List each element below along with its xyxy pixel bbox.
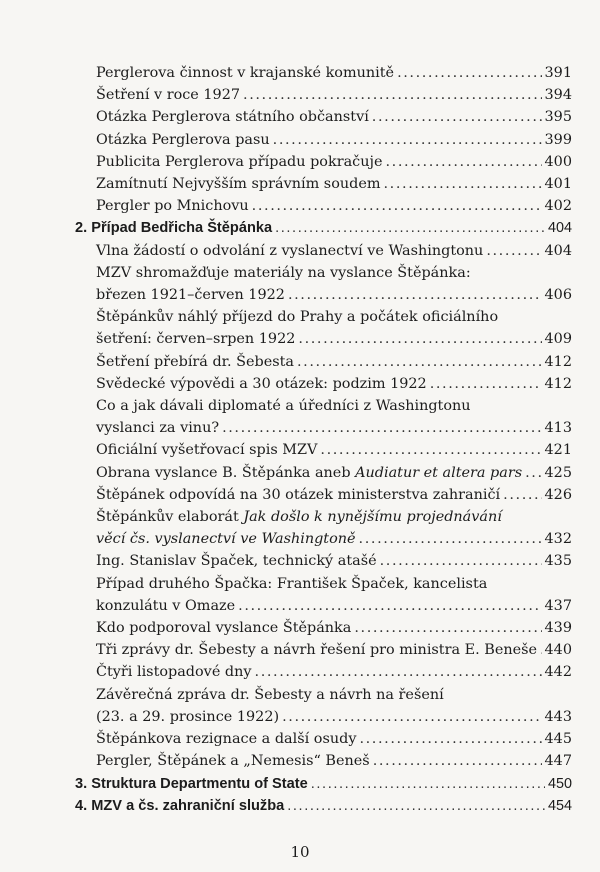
toc-entry-title-text: Šetření přebírá dr. Šebesta — [96, 353, 294, 370]
toc-entry-title-text: Otázka Perglerova pasu — [96, 131, 270, 148]
dot-leader — [288, 284, 542, 306]
toc-entry-line — [96, 639, 572, 661]
toc-entry-title-text: (23. a 29. prosince 1922) — [96, 708, 280, 725]
toc-entry-title-text: Štěpánkova rezignace a další osudy — [96, 731, 357, 748]
toc-entry-title — [96, 106, 369, 128]
toc-entry-page: 400 — [544, 153, 572, 170]
toc-entry-page: 442 — [544, 664, 572, 681]
toc-entry-title-text: Oficiální vyšetřovací spis MZV — [96, 442, 318, 459]
toc-entry-line — [96, 106, 572, 128]
toc-entry-line — [96, 129, 572, 151]
toc-entry-title-text: březen 1921–červen 1922 — [96, 287, 285, 304]
toc-entry — [72, 306, 572, 350]
toc-entry-title — [96, 129, 270, 151]
table-of-contents — [72, 62, 572, 817]
dot-leader — [359, 728, 541, 750]
dot-leader — [222, 417, 541, 439]
toc-entry-lead-text: Případ druhého Špačka: František Špaček, kancelista — [96, 575, 488, 592]
toc-entry-title — [96, 484, 500, 506]
toc-entry-page: 404 — [547, 220, 572, 237]
toc-entry-title-text: Pergler, Štěpánek a „Nemesis“ Beneš — [96, 753, 370, 770]
toc-entry-line — [96, 484, 572, 506]
dot-leader — [298, 328, 541, 350]
toc-entry — [72, 240, 572, 262]
toc-entry-title — [96, 595, 235, 617]
toc-entry-title-text: konzulátu v Omaze — [96, 597, 236, 614]
toc-entry — [72, 573, 572, 617]
toc-entry-page: 439 — [544, 620, 572, 637]
toc-entry-title — [75, 773, 308, 795]
toc-entry — [72, 506, 572, 550]
toc-entry-title-lead — [96, 506, 572, 528]
toc-entry-title — [96, 373, 427, 395]
toc-entry-title — [96, 151, 382, 173]
toc-entry-page: 391 — [544, 65, 572, 81]
toc-entry-page: 412 — [544, 353, 572, 370]
toc-entry-page: 394 — [544, 87, 572, 104]
toc-entry-page: 395 — [544, 109, 572, 126]
toc-entry-title-text: 2. Případ Bedřicha Štěpánka — [75, 220, 273, 237]
toc-entry-lead-text: Štěpánkův elaborát — [96, 509, 244, 526]
toc-entry-page: 399 — [544, 131, 572, 148]
dot-leader — [525, 462, 541, 484]
toc-entry-line — [96, 151, 572, 173]
toc-entry-title-text: Štěpánek odpovídá na 30 otázek ministerstva zahraničí — [96, 486, 501, 503]
toc-entry — [72, 395, 572, 439]
toc-entry-title-text: Svědecké výpovědi a 30 otázek: podzim 1922 — [96, 375, 427, 392]
toc-entry-title-lead — [96, 395, 572, 417]
toc-entry — [72, 129, 572, 151]
toc-entry-page: 447 — [544, 753, 572, 770]
toc-entry-line — [96, 240, 572, 262]
toc-entry-line — [96, 195, 572, 217]
toc-chapter — [72, 217, 572, 239]
toc-entry-title — [96, 240, 483, 262]
dot-leader — [275, 217, 545, 239]
page-number: 10 — [290, 843, 310, 861]
toc-entry-line — [96, 439, 572, 461]
toc-entry-line — [96, 373, 572, 395]
toc-entry — [72, 639, 572, 661]
toc-entry-title-text: 3. Struktura Departmentu of State — [75, 775, 308, 792]
toc-entry-line — [96, 62, 572, 84]
toc-entry-line — [96, 661, 572, 683]
toc-entry — [72, 550, 572, 572]
dot-leader — [311, 773, 545, 795]
toc-entry — [72, 684, 572, 728]
toc-entry-title — [96, 750, 370, 772]
toc-entry — [72, 750, 572, 772]
toc-entry-lead-text: Co a jak dávali diplomaté a úředníci z Washingtonu — [96, 398, 471, 415]
toc-entry-page: 425 — [544, 464, 572, 481]
toc-entry-title-italic: věcí čs. vyslanectví ve Washingtoně — [96, 531, 356, 548]
toc-entry-title — [96, 706, 279, 728]
toc-entry-title — [96, 728, 356, 750]
toc-entry-line — [96, 284, 572, 306]
dot-leader — [354, 617, 541, 639]
toc-entry-title-text: 4. MZV a čs. zahraniční služba — [75, 797, 285, 814]
dot-leader — [397, 62, 541, 84]
toc-entry-title-text: Tři zprávy dr. Šebesty a návrh řešení pro ministra E. Beneše — [96, 642, 538, 659]
toc-entry-title — [96, 639, 537, 661]
dot-leader — [320, 439, 541, 461]
dot-leader — [252, 195, 542, 217]
dot-leader — [380, 550, 542, 572]
toc-entry — [72, 62, 572, 84]
toc-entry-line — [96, 617, 572, 639]
toc-entry-line — [96, 750, 572, 772]
toc-entry — [72, 106, 572, 128]
toc-entry-line — [75, 795, 572, 817]
toc-entry-title-lead — [96, 573, 572, 595]
dot-leader — [282, 706, 541, 728]
toc-entry — [72, 173, 572, 195]
toc-entry-line — [75, 217, 572, 239]
toc-entry-title-lead — [96, 262, 572, 284]
toc-entry — [72, 151, 572, 173]
toc-entry-line — [96, 417, 572, 439]
toc-entry-title — [96, 284, 285, 306]
toc-entry — [72, 262, 572, 306]
toc-entry-title — [96, 84, 240, 106]
toc-entry-page: 426 — [544, 486, 572, 503]
toc-entry-lead-italic: Jak došlo k nynějšímu projednávání — [243, 509, 502, 526]
toc-entry-page: 412 — [544, 375, 572, 392]
toc-entry-page: 401 — [544, 176, 572, 193]
toc-entry-title — [96, 617, 351, 639]
toc-entry-title — [96, 528, 356, 550]
toc-entry-title-italic: Audiatur et altera pars — [355, 464, 523, 481]
toc-entry-line — [75, 773, 572, 795]
toc-entry-page: 413 — [544, 420, 572, 437]
toc-entry-title-text: Otázka Perglerova státního občanství — [96, 109, 369, 126]
toc-entry-title-text: Kdo podporoval vyslance Štěpánka — [96, 620, 352, 637]
toc-entry-title — [96, 439, 317, 461]
toc-entry-line — [96, 528, 572, 550]
toc-entry-title-text: Čtyři listopadové dny — [96, 664, 252, 681]
toc-entry — [72, 439, 572, 461]
toc-entry-title — [75, 795, 284, 817]
toc-entry-title-lead — [96, 306, 572, 328]
toc-entry-title-text: vyslanci za vinu? — [96, 420, 220, 437]
dot-leader — [372, 106, 542, 128]
toc-entry-page: 402 — [544, 198, 572, 215]
dot-leader — [238, 595, 541, 617]
toc-entry-title — [96, 661, 252, 683]
toc-entry — [72, 728, 572, 750]
toc-entry-page: 421 — [544, 442, 572, 459]
toc-entry-line — [96, 706, 572, 728]
dot-leader — [273, 129, 542, 151]
dot-leader — [540, 639, 541, 661]
toc-entry-title — [96, 550, 377, 572]
dot-leader — [287, 795, 545, 817]
dot-leader — [255, 661, 542, 683]
toc-entry-line — [96, 728, 572, 750]
toc-entry — [72, 617, 572, 639]
toc-entry — [72, 484, 572, 506]
toc-entry-title-text: Vlna žádostí o odvolání z vyslanectví ve Washingtonu — [96, 242, 484, 259]
toc-entry-page: 454 — [547, 797, 572, 814]
toc-chapter — [72, 795, 572, 817]
toc-chapter — [72, 773, 572, 795]
toc-entry — [72, 84, 572, 106]
toc-entry — [72, 462, 572, 484]
toc-entry-title-text: Ing. Stanislav Špaček, technický atašé — [96, 553, 377, 570]
toc-entry-title — [96, 462, 522, 484]
toc-entry-page: 435 — [544, 553, 572, 570]
toc-entry-line — [96, 550, 572, 572]
toc-entry-line — [96, 595, 572, 617]
toc-entry-title — [96, 417, 219, 439]
toc-entry — [72, 661, 572, 683]
toc-entry — [72, 373, 572, 395]
toc-entry-page: 440 — [544, 642, 572, 659]
toc-entry-page: 404 — [544, 242, 572, 259]
toc-entry-title-text: Zamítnutí Nejvyšším správním soudem — [96, 176, 381, 193]
toc-entry-page: 443 — [544, 708, 572, 725]
dot-leader — [486, 240, 541, 262]
toc-entry-title-text: Pergler po Mnichovu — [96, 198, 249, 215]
dot-leader — [430, 373, 542, 395]
toc-entry-line — [96, 328, 572, 350]
toc-entry-page: 450 — [547, 775, 572, 792]
toc-entry-title — [96, 62, 394, 84]
dot-leader — [297, 351, 542, 373]
dot-leader — [503, 484, 541, 506]
dot-leader — [243, 84, 542, 106]
toc-entry-line — [96, 173, 572, 195]
dot-leader — [359, 528, 542, 550]
toc-entry-title — [96, 351, 294, 373]
toc-entry-page: 445 — [544, 731, 572, 748]
toc-entry-title — [96, 328, 295, 350]
toc-entry-title-lead — [96, 684, 572, 706]
toc-entry-line — [96, 84, 572, 106]
toc-entry-lead-text: Štěpánkův náhlý příjezd do Prahy a počátek oficiálního — [96, 309, 499, 326]
dot-leader — [373, 750, 542, 772]
toc-entry-lead-text: MZV shromažďuje materiály na vyslance Štěpánka: — [96, 264, 471, 281]
toc-entry-page: 432 — [544, 531, 572, 548]
toc-entry-title-text: Publicita Perglerova případu pokračuje — [96, 153, 383, 170]
toc-entry-title-text: Obrana vyslance B. Štěpánka aneb — [96, 464, 356, 481]
toc-entry — [72, 195, 572, 217]
toc-entry-page: 406 — [544, 287, 572, 304]
toc-entry-line — [96, 462, 572, 484]
toc-entry-title — [75, 217, 272, 239]
toc-entry-line — [96, 351, 572, 373]
toc-entry — [72, 351, 572, 373]
dot-leader — [385, 151, 541, 173]
toc-entry-title-text: Šetření v roce 1927 — [96, 87, 241, 104]
toc-entry-title — [96, 173, 381, 195]
toc-entry-title — [96, 195, 249, 217]
toc-entry-lead-text: Závěrečná zpráva dr. Šebesty a návrh na řešení — [96, 686, 444, 703]
toc-entry-title-text: Perglerova činnost v krajanské komunitě — [96, 65, 395, 81]
toc-entry-page: 437 — [544, 597, 572, 614]
toc-entry-page: 409 — [544, 331, 572, 348]
dot-leader — [384, 173, 542, 195]
toc-entry-title-text: šetření: červen–srpen 1922 — [96, 331, 296, 348]
